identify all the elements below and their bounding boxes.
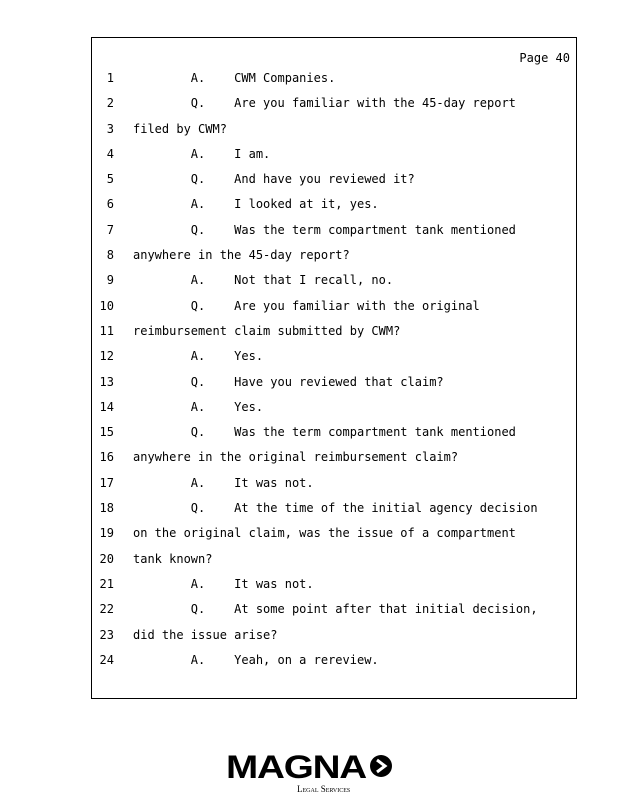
transcript-line [92, 476, 576, 501]
line-text: reimbursement claim submitted by CWM? [133, 323, 401, 338]
transcript-line [92, 197, 576, 222]
line-text: A. It was not. [133, 576, 314, 591]
line-number: 13 [99, 374, 114, 389]
transcript-line [92, 628, 576, 653]
line-number: 9 [106, 273, 114, 288]
line-text: A. Yes. [133, 399, 264, 414]
transcript-line [92, 147, 576, 172]
line-number: 8 [106, 248, 114, 263]
transcript-line [92, 653, 576, 678]
transcript-line [92, 122, 576, 147]
transcript-line [92, 248, 576, 273]
line-number: 23 [99, 627, 114, 642]
transcript-line [92, 172, 576, 197]
line-number: 18 [99, 501, 114, 516]
line-number: 16 [99, 450, 114, 465]
page-number: Page 40 [519, 51, 570, 65]
line-text: A. Yes. [133, 349, 264, 364]
line-text: Q. Was the term compartment tank mentioned [133, 222, 516, 237]
line-text: A. It was not. [133, 475, 314, 490]
logo-arrow-icon [370, 755, 392, 777]
line-number: 1 [106, 71, 114, 85]
line-text: Q. Are you familiar with the original [133, 298, 480, 313]
logo-wordmark: MAGNA [226, 749, 368, 785]
transcript-line [92, 71, 576, 96]
line-text: A. Not that I recall, no. [133, 273, 394, 288]
line-text: A. I looked at it, yes. [133, 197, 379, 212]
line-text: Q. And have you reviewed it? [133, 172, 415, 187]
line-text: anywhere in the original reimbursement claim? [133, 450, 459, 465]
transcript-page [91, 37, 577, 699]
transcript-line [92, 577, 576, 602]
line-text: Q. At the time of the initial agency decision [133, 501, 538, 516]
line-number: 12 [99, 349, 114, 364]
line-number: 15 [99, 425, 114, 440]
transcript-line [92, 324, 576, 349]
line-text: tank known? [133, 551, 213, 566]
transcript-line [92, 602, 576, 627]
line-number: 19 [99, 526, 114, 541]
transcript-line [92, 526, 576, 551]
line-number: 6 [106, 197, 114, 212]
line-text: Q. Have you reviewed that claim? [133, 374, 444, 389]
line-number: 24 [99, 652, 114, 667]
transcript-line [92, 223, 576, 248]
line-number: 10 [99, 298, 114, 313]
line-number: 17 [99, 475, 114, 490]
line-text: Q. Are you familiar with the 45-day report [133, 96, 516, 111]
line-number: 7 [106, 222, 114, 237]
line-number: 21 [99, 576, 114, 591]
transcript-line [92, 400, 576, 425]
line-number: 3 [106, 121, 114, 136]
line-text: Q. At some point after that initial decision, [133, 602, 538, 617]
transcript-line [92, 552, 576, 577]
magna-logo [224, 748, 396, 794]
transcript-line [92, 299, 576, 324]
transcript-line [92, 273, 576, 298]
line-number: 14 [99, 399, 114, 414]
transcript-line [92, 375, 576, 400]
line-number: 11 [99, 323, 114, 338]
line-text: A. I am. [133, 146, 271, 161]
line-text: anywhere in the 45-day report? [133, 248, 350, 263]
line-text: did the issue arise? [133, 627, 278, 642]
line-number: 20 [99, 551, 114, 566]
line-text: filed by CWM? [133, 121, 227, 136]
line-text: A. CWM Companies. [133, 71, 336, 85]
transcript-lines [92, 71, 576, 678]
line-number: 4 [106, 146, 114, 161]
line-number: 2 [106, 96, 114, 111]
transcript-line [92, 349, 576, 374]
line-number: 22 [99, 602, 114, 617]
line-text: on the original claim, was the issue of a compartment [133, 526, 516, 541]
line-text: Q. Was the term compartment tank mentioned [133, 425, 516, 440]
transcript-line [92, 425, 576, 450]
line-text: A. Yeah, on a rereview. [133, 652, 379, 667]
transcript-line [92, 96, 576, 121]
line-number: 5 [106, 172, 114, 187]
logo-subtitle: Legal Services [297, 784, 351, 794]
transcript-line [92, 501, 576, 526]
transcript-line [92, 450, 576, 475]
